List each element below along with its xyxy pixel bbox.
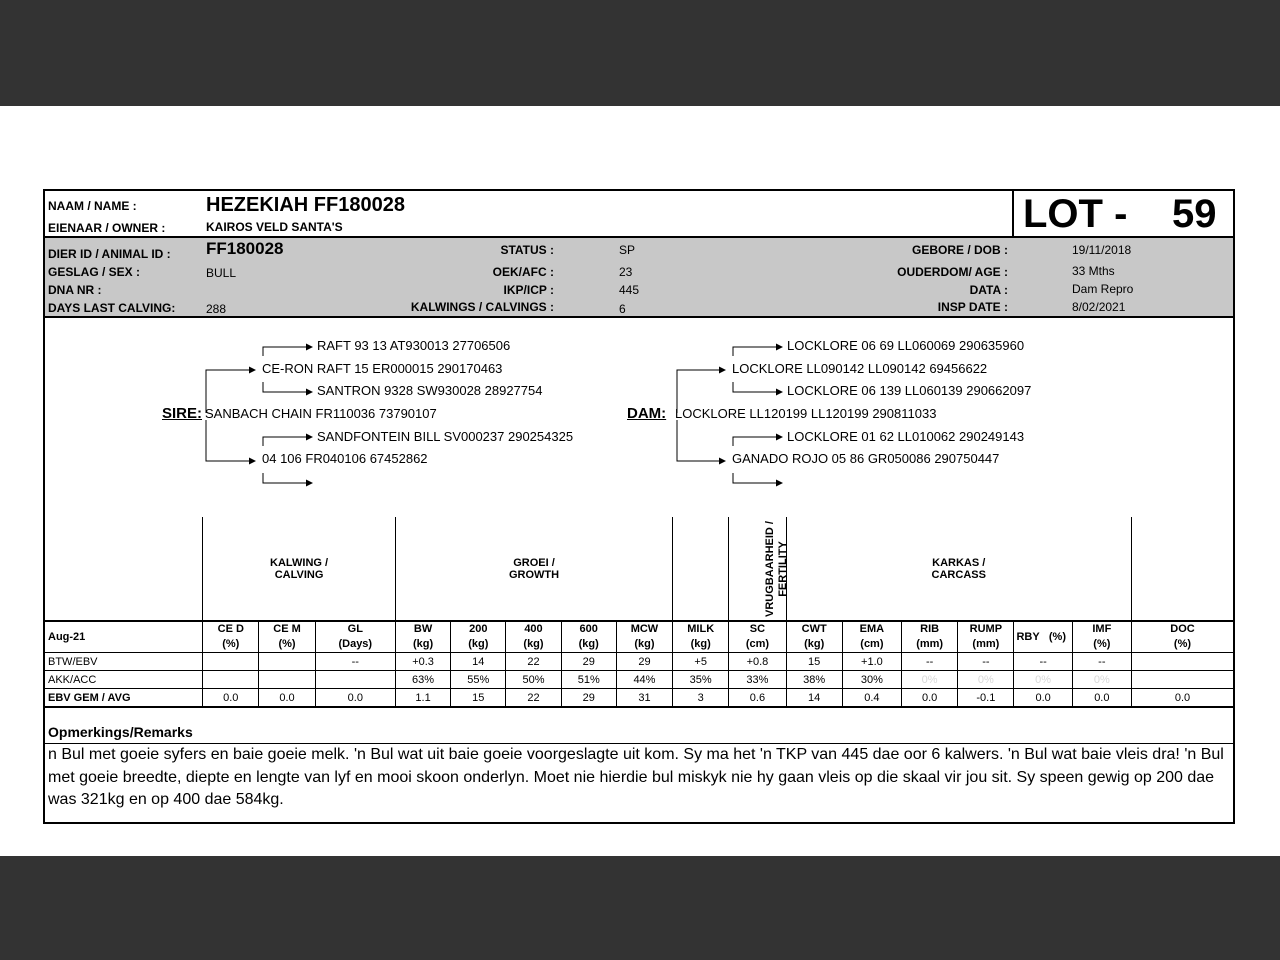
col-header: 400 (kg)	[506, 621, 561, 653]
table-cell	[203, 653, 259, 671]
age-value: 33 Mths	[1072, 264, 1115, 278]
dam-dam-sire: LOCKLORE 01 62 LL010062 290249143	[787, 429, 1025, 444]
table-cell: 55%	[451, 671, 506, 689]
lot-label: LOT -	[1023, 192, 1128, 236]
dob-value: 19/11/2018	[1072, 243, 1132, 257]
icp-label: IKP/ICP :	[503, 283, 554, 297]
table-cell: 15	[451, 689, 506, 708]
afc-label: OEK/AFC :	[492, 265, 554, 279]
table-row-avg	[45, 689, 1233, 708]
table-cell: +0.8	[729, 653, 786, 671]
sire-sire-dam: SANTRON 9328 SW930028 28927754	[317, 383, 543, 398]
table-cell: 35%	[673, 671, 729, 689]
name-label: NAAM / NAME :	[48, 199, 137, 213]
insp-date-value: 8/02/2021	[1072, 300, 1126, 314]
dob-label: GEBORE / DOB :	[911, 243, 1008, 257]
table-cell: 50%	[506, 671, 561, 689]
calving-group: KALWING / CALVING	[203, 517, 396, 621]
table-cell: 29	[561, 689, 616, 708]
table-cell: --	[902, 653, 958, 671]
col-header: RIB (mm)	[902, 621, 958, 653]
animal-id-label: DIER ID / ANIMAL ID :	[48, 247, 171, 261]
table-cell: 0.6	[729, 689, 786, 708]
col-header: BW (kg)	[395, 621, 450, 653]
col-header: IMF (%)	[1072, 621, 1131, 653]
col-header: CE D (%)	[203, 621, 259, 653]
table-cell: 30%	[842, 671, 901, 689]
table-cell	[259, 671, 315, 689]
column-header-row	[45, 621, 1233, 653]
calvings-value: 6	[619, 302, 626, 316]
table-cell	[1131, 653, 1233, 671]
table-cell: -0.1	[958, 689, 1014, 708]
table-cell	[259, 653, 315, 671]
table-row-ebv	[45, 653, 1233, 671]
table-cell: 0.0	[203, 689, 259, 708]
ebv-table	[45, 517, 1233, 708]
table-cell: 63%	[395, 671, 450, 689]
table-cell	[1131, 671, 1233, 689]
col-header: MILK (kg)	[673, 621, 729, 653]
remarks-title: Opmerkings/Remarks	[48, 724, 193, 740]
table-cell: 29	[616, 653, 672, 671]
afc-value: 23	[619, 265, 633, 279]
table-cell: 0%	[1072, 671, 1131, 689]
table-cell: 0.0	[1131, 689, 1233, 708]
icp-value: 445	[619, 283, 640, 297]
data-label: DATA :	[969, 283, 1008, 297]
sire-sire: CE-RON RAFT 15 ER000015 290170463	[262, 361, 503, 376]
row-label: BTW/EBV	[45, 653, 203, 671]
dam-sire-sire: LOCKLORE 06 69 LL060069 290635960	[787, 338, 1025, 353]
table-cell: --	[1014, 653, 1072, 671]
table-cell: 0%	[958, 671, 1014, 689]
col-header: GL (Days)	[315, 621, 395, 653]
data-value: Dam Repro	[1072, 282, 1134, 296]
sire-dam-sire: SANDFONTEIN BILL SV000237 290254325	[317, 429, 574, 444]
insp-date-label: INSP DATE :	[937, 300, 1008, 314]
sex-label: GESLAG / SEX :	[48, 265, 141, 279]
bottom-dark-band	[0, 856, 1280, 960]
table-cell: --	[1072, 653, 1131, 671]
table-cell: 38%	[786, 671, 842, 689]
col-header: 600 (kg)	[561, 621, 616, 653]
table-cell: 15	[786, 653, 842, 671]
animal-name: HEZEKIAH FF180028	[206, 194, 405, 216]
table-cell: --	[958, 653, 1014, 671]
dna-label: DNA NR :	[48, 283, 102, 297]
table-cell: 0.0	[902, 689, 958, 708]
dam-sire: LOCKLORE LL090142 LL090142 69456622	[732, 361, 988, 376]
table-cell: 31	[616, 689, 672, 708]
row-label: AKK/ACC	[45, 671, 203, 689]
remarks-text: n Bul met goeie syfers en baie goeie melk. 'n Bul wat uit baie goeie voorgeslagte uit kom. Sy ma het 'n TKP van 445 dae oor 6 kalwers. 'n Bul wat baie vleis dra! 'n Bul met goeie breedte, diepte en lengte van lyf en mooi skoon onderlyn. Moet nie hierdie bul miskyk nie hy gaan vleis op die skaal vir jou sit. Sy speen gewig op 200 dae was 321kg en op 400 dae 584kg.	[48, 746, 1224, 808]
table-cell: --	[315, 653, 395, 671]
table-cell: 29	[561, 653, 616, 671]
dam-sire-dam: LOCKLORE 06 139 LL060139 290662097	[787, 383, 1032, 398]
owner-label: EIENAAR / OWNER :	[48, 221, 166, 235]
table-cell: 1.1	[395, 689, 450, 708]
growth-group: GROEI / GROWTH	[395, 517, 672, 621]
milk-group	[673, 517, 729, 621]
table-cell: +5	[673, 653, 729, 671]
table-cell	[203, 671, 259, 689]
table-cell: 33%	[729, 671, 786, 689]
blank-group-cell	[45, 517, 203, 621]
days-calving-label: DAYS LAST CALVING:	[48, 301, 176, 315]
table-cell: 22	[506, 653, 561, 671]
table-cell: 3	[673, 689, 729, 708]
row-label: EBV GEM / AVG	[45, 689, 203, 708]
animal-id-value: FF180028	[206, 239, 284, 258]
doc-group	[1131, 517, 1233, 621]
col-header: SC (cm)	[729, 621, 786, 653]
col-header: EMA (cm)	[842, 621, 901, 653]
col-header: CWT (kg)	[786, 621, 842, 653]
sex-value: BULL	[206, 266, 237, 280]
table-cell: 0.0	[315, 689, 395, 708]
status-label: STATUS :	[500, 243, 554, 257]
days-calving-value: 288	[206, 302, 227, 316]
sire-name: SANBACH CHAIN FR110036 73790107	[205, 406, 437, 421]
col-header: RBY (%)	[1014, 621, 1072, 653]
col-header: RUMP (mm)	[958, 621, 1014, 653]
table-cell: 0%	[902, 671, 958, 689]
fertility-group: VRUGBAARHEID / FERTILITY	[729, 517, 786, 621]
table-cell: 0.0	[1072, 689, 1131, 708]
dam-dam: GANADO ROJO 05 86 GR050086 290750447	[732, 451, 1000, 466]
owner-value: KAIROS VELD SANTA'S	[206, 220, 343, 234]
table-cell: 0.4	[842, 689, 901, 708]
table-cell: 44%	[616, 671, 672, 689]
table-cell: 14	[786, 689, 842, 708]
status-value: SP	[619, 243, 636, 257]
dam-name: LOCKLORE LL120199 LL120199 290811033	[675, 406, 937, 421]
table-row-acc	[45, 671, 1233, 689]
col-header: CE M (%)	[259, 621, 315, 653]
col-header: DOC (%)	[1131, 621, 1233, 653]
table-cell: 51%	[561, 671, 616, 689]
sire-dam: 04 106 FR040106 67452862	[262, 451, 428, 466]
table-cell: 0%	[1014, 671, 1072, 689]
table-cell: 22	[506, 689, 561, 708]
lot-card	[43, 189, 1235, 824]
dam-label: DAM:	[627, 405, 667, 422]
table-cell: 14	[451, 653, 506, 671]
col-header: 200 (kg)	[451, 621, 506, 653]
sire-label: SIRE:	[162, 405, 203, 422]
col-header: MCW (kg)	[616, 621, 672, 653]
table-cell: +0.3	[395, 653, 450, 671]
lot-divider	[1012, 191, 1014, 238]
top-dark-band	[0, 0, 1280, 106]
table-cell: 0.0	[1014, 689, 1072, 708]
sire-sire-sire: RAFT 93 13 AT930013 27706506	[317, 338, 511, 353]
calvings-label: KALWINGS / CALVINGS :	[410, 300, 554, 314]
table-cell: +1.0	[842, 653, 901, 671]
table-cell	[315, 671, 395, 689]
carcass-group: KARKAS / CARCASS	[786, 517, 1131, 621]
period-label: Aug-21	[45, 621, 203, 653]
table-cell: 0.0	[259, 689, 315, 708]
lot-number: 59	[1172, 192, 1217, 236]
age-label: OUDERDOM/ AGE :	[897, 265, 1008, 279]
